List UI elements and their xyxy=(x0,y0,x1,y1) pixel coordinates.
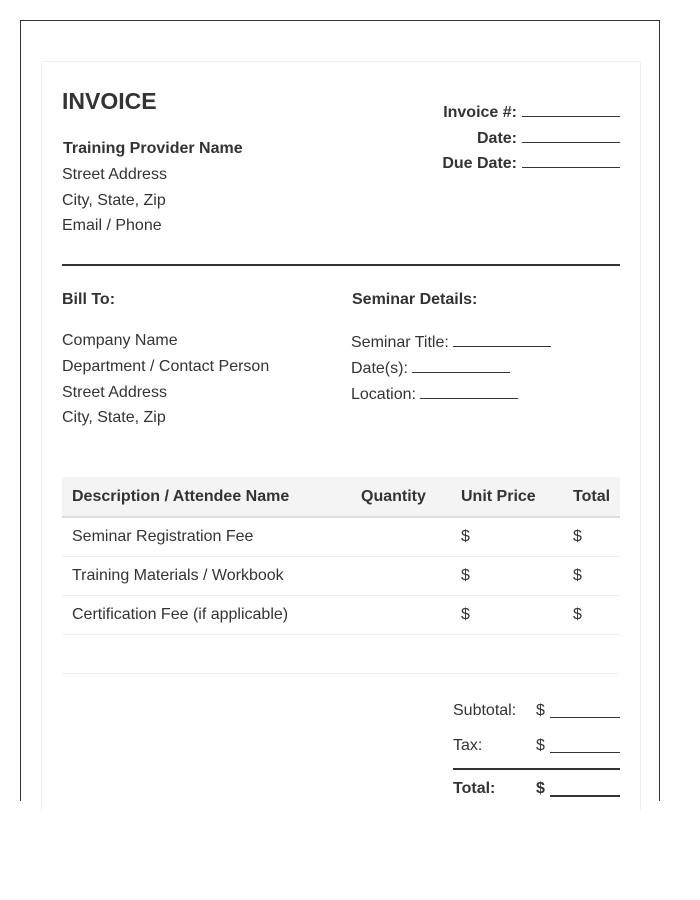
row-unit-price[interactable]: $ xyxy=(451,596,563,635)
table-row xyxy=(62,517,620,557)
seminar-location-label: Location: xyxy=(351,386,416,403)
invoice-number-field[interactable] xyxy=(443,102,620,122)
header-divider xyxy=(62,264,620,266)
due-date-label: Due Date: xyxy=(442,155,517,172)
seminar-dates-label: Date(s): xyxy=(351,360,408,377)
tax-label: Tax: xyxy=(453,737,483,754)
header-total: Total xyxy=(563,477,620,517)
table-header-row xyxy=(62,477,620,517)
total-currency: $ xyxy=(536,780,545,797)
table-row xyxy=(62,596,620,635)
row-quantity[interactable] xyxy=(351,517,451,557)
row-quantity[interactable] xyxy=(351,596,451,635)
seminar-dates-field[interactable] xyxy=(351,358,510,378)
bill-to-department: Department / Contact Person xyxy=(62,358,270,375)
bill-to-company: Company Name xyxy=(62,332,178,349)
tax-currency: $ xyxy=(536,737,545,754)
bill-to-street: Street Address xyxy=(62,384,167,401)
bill-to-city: City, State, Zip xyxy=(62,409,166,426)
subtotal-blank[interactable] xyxy=(550,717,620,718)
row-description[interactable]: Training Materials / Workbook xyxy=(62,557,351,596)
invoice-title: INVOICE xyxy=(62,88,157,114)
row-unit-price[interactable]: $ xyxy=(451,557,563,596)
row-total[interactable] xyxy=(563,635,620,674)
provider-contact: Email / Phone xyxy=(62,217,162,234)
total-divider xyxy=(453,768,620,770)
row-total[interactable]: $ xyxy=(563,557,620,596)
total-label: Total: xyxy=(453,780,496,797)
provider-name: Training Provider Name xyxy=(63,140,243,157)
table-row xyxy=(62,557,620,596)
row-unit-price[interactable] xyxy=(451,635,563,674)
provider-street: Street Address xyxy=(62,166,167,183)
subtotal-currency: $ xyxy=(536,702,545,719)
seminar-heading: Seminar Details: xyxy=(352,291,478,308)
seminar-title-blank[interactable] xyxy=(453,332,551,347)
header-unit-price: Unit Price xyxy=(451,477,563,517)
row-description[interactable]: Certification Fee (if applicable) xyxy=(62,596,351,635)
row-unit-price[interactable]: $ xyxy=(451,517,563,557)
row-quantity[interactable] xyxy=(351,635,451,674)
line-items-table xyxy=(62,477,620,674)
seminar-location-blank[interactable] xyxy=(420,384,518,399)
invoice-number-blank[interactable] xyxy=(522,102,620,117)
invoice-number-label: Invoice #: xyxy=(443,104,517,121)
invoice-date-field[interactable] xyxy=(477,128,620,148)
provider-city: City, State, Zip xyxy=(62,192,166,209)
subtotal-label: Subtotal: xyxy=(453,702,517,719)
row-total[interactable]: $ xyxy=(563,517,620,557)
seminar-dates-blank[interactable] xyxy=(412,358,510,373)
row-total[interactable]: $ xyxy=(563,596,620,635)
due-date-blank[interactable] xyxy=(522,153,620,168)
due-date-field[interactable] xyxy=(442,153,620,173)
total-blank[interactable] xyxy=(550,795,620,797)
invoice-date-blank[interactable] xyxy=(522,128,620,143)
header-quantity: Quantity xyxy=(351,477,451,517)
seminar-title-field[interactable] xyxy=(351,332,551,352)
bill-to-heading: Bill To: xyxy=(62,291,116,308)
row-description[interactable] xyxy=(62,635,351,674)
row-description[interactable]: Seminar Registration Fee xyxy=(62,517,351,557)
seminar-location-field[interactable] xyxy=(351,384,518,404)
invoice-date-label: Date: xyxy=(476,130,517,147)
header-description: Description / Attendee Name xyxy=(62,477,351,517)
row-quantity[interactable] xyxy=(351,557,451,596)
seminar-title-label: Seminar Title: xyxy=(351,334,449,351)
table-row-empty xyxy=(62,635,620,674)
tax-blank[interactable] xyxy=(550,752,620,753)
